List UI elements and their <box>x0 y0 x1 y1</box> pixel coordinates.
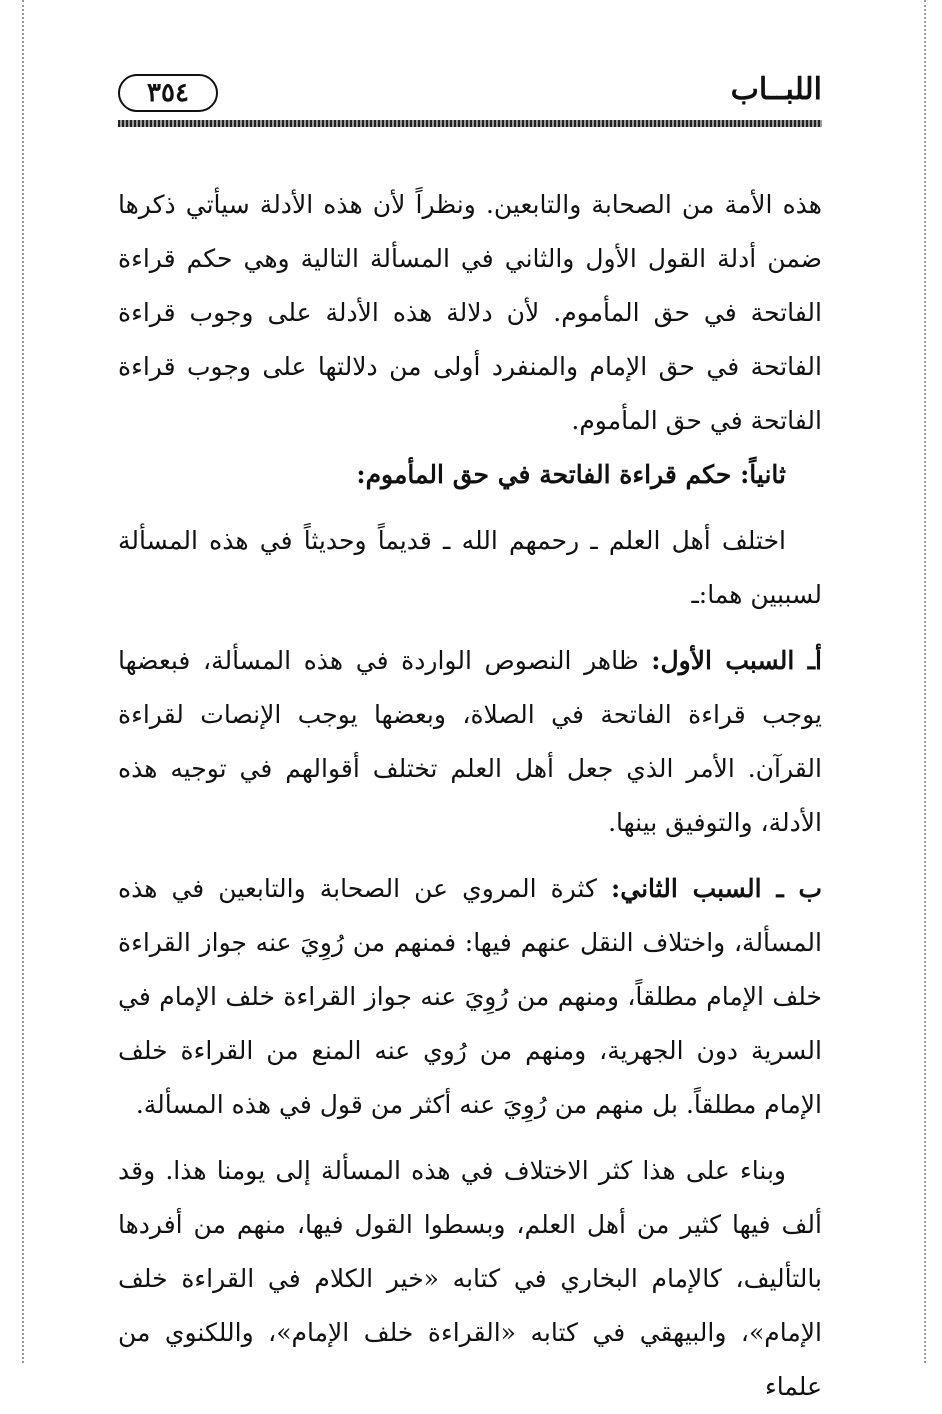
reason-one-label: أـ السبب الأول: <box>651 646 822 675</box>
running-title: اللبــاب <box>730 72 822 107</box>
paragraph-reason-two <box>118 862 822 1132</box>
paragraph-continuation: هذه الأمة من الصحابة والتابعين. ونظراً لأن هذه الأدلة سيأتي ذكرها ضمن أدلة القول الأول والثاني في المسألة التالية وهي حكم قراءة الفاتحة في حق المأموم. لأن دلالة هذه الأدلة على وجوب قراءة الفاتحة في حق الإمام والمنفرد أولى من دلالتها على وجوب قراءة الفاتحة في حق المأموم. <box>118 190 822 435</box>
paragraph-reason-one <box>118 634 822 850</box>
paragraph-intro: اختلف أهل العلم ـ رحمهم الله ـ قديماً وحديثاً في هذه المسألة لسببين هما:ـ <box>118 526 822 609</box>
body-text <box>118 178 822 1414</box>
right-edge-dots <box>924 0 926 1363</box>
left-edge-dots <box>22 0 24 1363</box>
reason-two-label: ب ـ السبب الثاني: <box>611 874 822 903</box>
page-number: ٣٥٤ <box>118 74 218 112</box>
reason-one-text: ظاهر النصوص الواردة في هذه المسألة، فبعضها يوجب قراءة الفاتحة في الصلاة، وبعضها يوجب الإنصات لقراءة القرآن. الأمر الذي جعل أهل العلم تختلف أقوالهم في توجيه هذه الأدلة، والتوفيق بينها. <box>118 646 822 837</box>
header-rule <box>118 120 822 127</box>
page-header <box>118 70 822 140</box>
section-heading: ثانياً: حكم قراءة الفاتحة في حق المأموم: <box>356 460 786 489</box>
paragraph-conclusion: وبناء على هذا كثر الاختلاف في هذه المسألة إلى يومنا هذا. وقد ألف فيها كثير من أهل العلم، وبسطوا القول فيها، منهم من أفردها بالتأليف، كالإمام البخاري في كتابه «خير الكلام في القراءة خلف الإمام»، والبيهقي في كتابه «القراءة خلف الإمام»، واللكنوي من علماء <box>118 1156 822 1401</box>
reason-two-text: كثرة المروي عن الصحابة والتابعين في هذه المسألة، واختلاف النقل عنهم فيها: فمنهم من رُوِيَ عنه جواز القراءة خلف الإمام مطلقاً، ومنهم من رُوِيَ عنه جواز القراءة خلف الإمام في السرية دون الجهرية، ومنهم من رُوي عنه المنع من القراءة خلف الإمام مطلقاً. بل منهم من رُوِيَ عنه أكثر من قول في هذه المسألة. <box>118 874 822 1119</box>
